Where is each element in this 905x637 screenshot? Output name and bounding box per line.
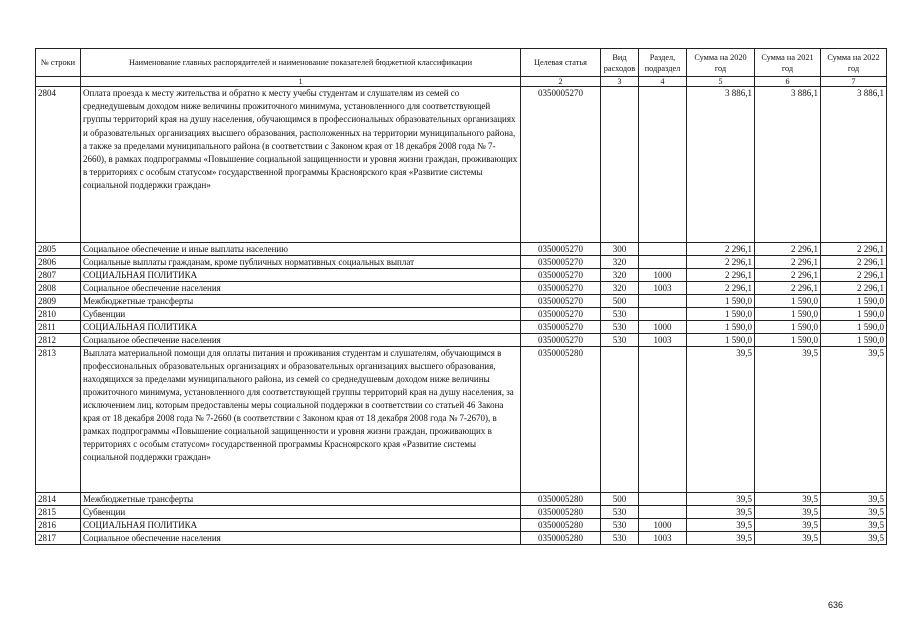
row-section <box>639 506 687 519</box>
row-section: 1000 <box>639 269 687 282</box>
row-section: 1003 <box>639 532 687 545</box>
row-sum-2020: 39,5 <box>687 519 755 532</box>
row-name: Межбюджетные трансферты <box>81 295 521 308</box>
row-number: 2817 <box>36 532 81 545</box>
row-expense-type: 500 <box>601 295 639 308</box>
header-sum-2020: Сумма на 2020 год <box>687 49 755 77</box>
column-index: 2 <box>521 77 601 87</box>
row-sum-2022: 1 590,0 <box>821 334 887 347</box>
row-sum-2021: 3 886,1 <box>755 87 821 243</box>
row-expense-type: 530 <box>601 308 639 321</box>
row-section: 1003 <box>639 334 687 347</box>
row-sum-2022: 39,5 <box>821 519 887 532</box>
column-index-row <box>36 77 887 87</box>
row-sum-2022: 3 886,1 <box>821 87 887 243</box>
row-name: Социальное обеспечение и иные выплаты населению <box>81 243 521 256</box>
header-sum-2021: Сумма на 2021 год <box>755 49 821 77</box>
page-number: 636 <box>827 600 843 610</box>
row-sum-2021: 2 296,1 <box>755 256 821 269</box>
row-expense-type: 530 <box>601 321 639 334</box>
row-sum-2022: 1 590,0 <box>821 308 887 321</box>
row-target: 0350005270 <box>521 87 601 243</box>
row-name: Социальное обеспечение населения <box>81 334 521 347</box>
row-target: 0350005270 <box>521 308 601 321</box>
row-section <box>639 295 687 308</box>
row-sum-2021: 39,5 <box>755 519 821 532</box>
column-index: 6 <box>755 77 821 87</box>
header-row-no: № строки <box>36 49 81 77</box>
budget-table <box>35 48 887 545</box>
table-row <box>36 87 887 243</box>
row-section: 1000 <box>639 321 687 334</box>
row-target: 0350005280 <box>521 532 601 545</box>
row-target: 0350005270 <box>521 269 601 282</box>
row-name: Субвенции <box>81 308 521 321</box>
row-name: Социальные выплаты гражданам, кроме публичных нормативных социальных выплат <box>81 256 521 269</box>
row-sum-2022: 1 590,0 <box>821 321 887 334</box>
row-sum-2020: 2 296,1 <box>687 282 755 295</box>
row-sum-2021: 1 590,0 <box>755 295 821 308</box>
row-name: Оплата проезда к месту жительства и обратно к месту учебы студентам и слушателям из семей со среднедушевым доходом ниже величины прожиточного минимума, установленного для соответствующей группы территорий края на душу населения, обучающимся в профессиональных образовательных организациях и образовательных организациях высшего образования, расположенных на территории муниципального района, а также за пределами муниципального района (в соответствии с Законом края от 18 декабря 2008 года № 7-2660), в рамках подпрограммы «Повышение социальной защищенности и уровня жизни граждан, проживающих в территориях с особым статусом» государственной программы Красноярского края «Развитие системы социальной поддержки граждан» <box>81 87 521 243</box>
table-row <box>36 506 887 519</box>
row-section: 1000 <box>639 519 687 532</box>
row-target: 0350005270 <box>521 243 601 256</box>
row-sum-2020: 39,5 <box>687 506 755 519</box>
row-sum-2020: 2 296,1 <box>687 256 755 269</box>
row-expense-type: 530 <box>601 506 639 519</box>
table-row <box>36 269 887 282</box>
column-index: 3 <box>601 77 639 87</box>
column-index: 7 <box>821 77 887 87</box>
row-name: Выплата материальной помощи для оплаты питания и проживания студентам и слушателям, обучающимся в профессиональных образовательных организациях и образовательных организациях высшего образования, находящихся за пределами муниципального района, из семей со среднедушевым доходом ниже величины прожиточного минимума, установленного для соответствующей группы территорий края на душу населения, за исключением лиц, которым предоставлены меры социальной поддержки в соответствии со статьей 46 Закона края от 18 декабря 2008 года № 7-2660 (в соответствии с Законом края от 18 декабря 2008 года № 7-2670), в рамках подпрограммы «Повышение социальной защищенности и уровня жизни граждан, проживающих в территориях с особым статусом» государственной программы Красноярского края «Развитие системы социальной поддержки граждан» <box>81 347 521 493</box>
row-target: 0350005270 <box>521 256 601 269</box>
row-sum-2022: 2 296,1 <box>821 269 887 282</box>
row-sum-2022: 39,5 <box>821 532 887 545</box>
row-section <box>639 347 687 493</box>
row-sum-2022: 1 590,0 <box>821 295 887 308</box>
table-row <box>36 295 887 308</box>
row-sum-2021: 39,5 <box>755 347 821 493</box>
table-row <box>36 243 887 256</box>
row-sum-2022: 2 296,1 <box>821 256 887 269</box>
row-sum-2021: 39,5 <box>755 506 821 519</box>
row-sum-2022: 39,5 <box>821 506 887 519</box>
row-sum-2021: 2 296,1 <box>755 282 821 295</box>
column-index <box>36 77 81 87</box>
header-name: Наименование главных распорядителей и наименование показателей бюджетной классификации <box>81 49 521 77</box>
row-expense-type: 320 <box>601 269 639 282</box>
row-number: 2813 <box>36 347 81 493</box>
row-section <box>639 308 687 321</box>
row-sum-2021: 39,5 <box>755 532 821 545</box>
row-expense-type: 300 <box>601 243 639 256</box>
row-sum-2020: 2 296,1 <box>687 269 755 282</box>
row-target: 0350005270 <box>521 282 601 295</box>
row-sum-2021: 39,5 <box>755 493 821 506</box>
header-section: Раздел, подраздел <box>639 49 687 77</box>
row-name: Социальное обеспечение населения <box>81 532 521 545</box>
row-number: 2808 <box>36 282 81 295</box>
row-section <box>639 243 687 256</box>
row-target: 0350005280 <box>521 347 601 493</box>
row-sum-2020: 1 590,0 <box>687 334 755 347</box>
header-expense-type: Вид расходов <box>601 49 639 77</box>
table-header-row <box>36 49 887 77</box>
row-sum-2020: 39,5 <box>687 532 755 545</box>
column-index: 4 <box>639 77 687 87</box>
table-row <box>36 308 887 321</box>
row-expense-type <box>601 87 639 243</box>
row-target: 0350005280 <box>521 506 601 519</box>
row-sum-2020: 1 590,0 <box>687 321 755 334</box>
row-number: 2811 <box>36 321 81 334</box>
row-number: 2814 <box>36 493 81 506</box>
row-expense-type <box>601 347 639 493</box>
row-number: 2806 <box>36 256 81 269</box>
table-row <box>36 256 887 269</box>
row-expense-type: 530 <box>601 532 639 545</box>
table-row <box>36 493 887 506</box>
column-index: 5 <box>687 77 755 87</box>
row-name: СОЦИАЛЬНАЯ ПОЛИТИКА <box>81 269 521 282</box>
table-row <box>36 532 887 545</box>
row-sum-2020: 1 590,0 <box>687 308 755 321</box>
row-section <box>639 493 687 506</box>
row-name: Субвенции <box>81 506 521 519</box>
row-section: 1003 <box>639 282 687 295</box>
table-row <box>36 334 887 347</box>
row-sum-2020: 39,5 <box>687 493 755 506</box>
row-sum-2022: 2 296,1 <box>821 243 887 256</box>
row-sum-2021: 1 590,0 <box>755 321 821 334</box>
row-name: СОЦИАЛЬНАЯ ПОЛИТИКА <box>81 519 521 532</box>
column-index: 1 <box>81 77 521 87</box>
row-sum-2022: 39,5 <box>821 347 887 493</box>
row-number: 2809 <box>36 295 81 308</box>
row-sum-2021: 1 590,0 <box>755 308 821 321</box>
row-expense-type: 320 <box>601 282 639 295</box>
row-target: 0350005270 <box>521 334 601 347</box>
row-number: 2807 <box>36 269 81 282</box>
row-number: 2810 <box>36 308 81 321</box>
row-name: Межбюджетные трансферты <box>81 493 521 506</box>
row-sum-2021: 2 296,1 <box>755 243 821 256</box>
row-sum-2022: 39,5 <box>821 493 887 506</box>
row-number: 2804 <box>36 87 81 243</box>
table-row <box>36 347 887 493</box>
table-row <box>36 519 887 532</box>
row-target: 0350005270 <box>521 321 601 334</box>
row-sum-2021: 2 296,1 <box>755 269 821 282</box>
header-sum-2022: Сумма на 2022 год <box>821 49 887 77</box>
row-sum-2021: 1 590,0 <box>755 334 821 347</box>
row-name: Социальное обеспечение населения <box>81 282 521 295</box>
row-target: 0350005280 <box>521 493 601 506</box>
row-section <box>639 87 687 243</box>
row-expense-type: 500 <box>601 493 639 506</box>
row-sum-2020: 1 590,0 <box>687 295 755 308</box>
row-name: СОЦИАЛЬНАЯ ПОЛИТИКА <box>81 321 521 334</box>
row-sum-2020: 39,5 <box>687 347 755 493</box>
row-number: 2815 <box>36 506 81 519</box>
row-expense-type: 530 <box>601 334 639 347</box>
row-expense-type: 530 <box>601 519 639 532</box>
row-expense-type: 320 <box>601 256 639 269</box>
row-sum-2020: 2 296,1 <box>687 243 755 256</box>
row-sum-2020: 3 886,1 <box>687 87 755 243</box>
row-number: 2812 <box>36 334 81 347</box>
table-row <box>36 282 887 295</box>
table-row <box>36 321 887 334</box>
row-target: 0350005270 <box>521 295 601 308</box>
row-number: 2805 <box>36 243 81 256</box>
row-target: 0350005280 <box>521 519 601 532</box>
row-section <box>639 256 687 269</box>
row-number: 2816 <box>36 519 81 532</box>
header-target: Целевая статья <box>521 49 601 77</box>
row-sum-2022: 2 296,1 <box>821 282 887 295</box>
